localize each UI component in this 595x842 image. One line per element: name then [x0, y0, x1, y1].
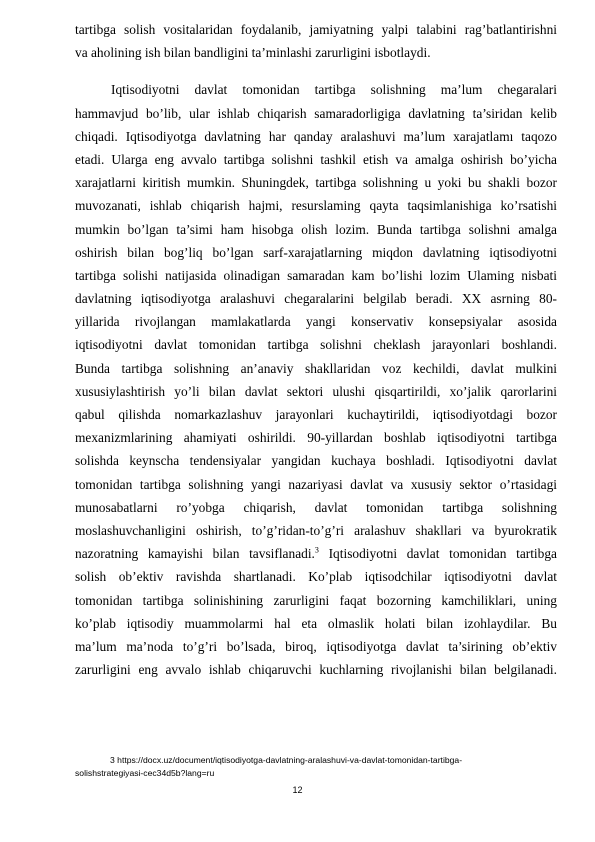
text-fragment: Iqtisodiyotni davlat tomonidan tartibga: [318, 546, 557, 562]
text-line: iqtisodiyotni davlat tomonidan tartibga solishni cheklash jarayonlari boshlandi.: [75, 337, 557, 353]
text-line: tartibga solishi natijasida olinadigan samaradan kam bo’lishi lozim Ulaming nisbati: [75, 267, 557, 283]
text-line: etadi. Ularga eng avvalo tartibga solishni tashkil etish va amalga oshirish bo’yicha: [75, 151, 557, 167]
text-line: tartibga solish vositalaridan foydalanib, jamiyatning yalpi talabini rag’batlantirishni: [75, 22, 557, 37]
footnote-reference[interactable]: 3: [314, 545, 319, 555]
text-line: qabul qilishda nomarkazlashuv jarayonlari kuchaytirildi, iqtisodiyotdagi bozor: [75, 407, 557, 422]
text-line: Iqtisodiyotni davlat tomonidan tartibga solishning ma’lum chegaralari: [111, 82, 557, 98]
paragraph-1: [75, 18, 557, 64]
text-line: xususiylashtirish yo’li bilan davlat sektori ulushi qisqartirildi, xo’jalik qarorlarini: [75, 383, 557, 399]
text-line: solishda keynscha tendensiyalar yangidan kuchaya boshladi. Iqtisodiyotni davlat: [75, 453, 557, 469]
text-line: munosabatlarni ro’yobga chiqarish, davlat tomonidan tartibga solishning: [75, 499, 557, 515]
text-line: Bunda tartibga solishning an’anaviy shakllaridan voz kechildi, davlat mulkini: [75, 360, 557, 376]
page-number: 12: [292, 785, 303, 795]
document-body: [75, 18, 557, 681]
text-line: va aholining ish bilan bandligini ta’minlashi zarurligini isbotlaydi.: [75, 45, 431, 61]
footnote-line-1: 3 https://docx.uz/document/iqtisodiyotga-davlatning-aralashuvi-va-davlat-tomonidan-tartibga-: [110, 755, 463, 765]
text-line: yillarida rivojlangan mamlakatlarda yangi konservativ konsepsiyalar asosida: [75, 314, 557, 330]
text-line: oshirish bilan bog’liq bo’lgan sarf-xarajatlarning miqdon davlatning iqtisodiyotni: [75, 244, 557, 260]
paragraph-2: [75, 78, 557, 681]
footnote-line-2: solishstrategiyasi-cec34d5b?lang=ru: [75, 768, 215, 778]
text-line: tomonidan tartibga solishning yangi nazariyasi davlat va xususiy sektor o’rtasidagi: [75, 476, 557, 492]
text-line: solish ob’ektiv ravishda shartlanadi. Ko’plab iqtisodchilar iqtisodiyotni davlat: [75, 569, 557, 585]
text-line: xarajatlarni kiritish mumkin. Shuningdek, tartibga solishning u yoki bu shakli bozor: [75, 175, 557, 191]
text-line: hammavjud bo’lib, ular ishlab chiqarish samaradorligiga davlatning ta’siridan kelib: [75, 105, 557, 121]
text-line: moslashuvchanligini oshirish, to’g’ridan-to’g’ri aralashuv shakllari va byurokratik: [75, 522, 557, 538]
text-line: mumkin bo’lgan ta’simi ham hisobga olish lozim. Bunda tartibga solishni amalga: [75, 221, 557, 237]
text-line: ko’plab iqtisodiy muammolarmi hal eta olmaslik holati bilan izohlaydilar. Bu: [75, 615, 557, 631]
text-line: davlatning iqtisodiyotga aralashuvi chegaralarini belgilab beradi. XX asrning 80-: [75, 291, 557, 307]
text-line: mexanizmlarining ahamiyati oshirildi. 90-yillardan boshlab iqtisodiyotni tartibga: [75, 430, 557, 446]
text-line: zarurligini eng avvalo ishlab chiqaruvchi kuchlarning rivojlanishi bilan belgilanadi.: [75, 662, 557, 678]
text-line: ma’lum ma’noda to’g’ri bo’lsada, biroq, iqtisodiyotga davlat ta’sirining ob’ektiv: [75, 638, 557, 654]
text-fragment: nazoratning kamayishi bilan tavsiflanadi.: [75, 546, 315, 562]
footnote: [75, 754, 557, 780]
text-line: chiqadi. Iqtisodiyotga davlatning har qanday aralashuvi ma’lum xarajatlamı taqozo: [75, 128, 557, 144]
text-line: tomonidan tartibga solinishining zarurligini faqat bozorning kamchiliklari, uning: [75, 592, 557, 608]
text-line: muvozanati, ishlab chiqarish hajmi, resurslaming qayta taqsimlanishiga ko’rsatishi: [75, 198, 557, 214]
paragraph-gap: [75, 64, 557, 78]
text-line-with-footnote-ref: [75, 542, 557, 565]
